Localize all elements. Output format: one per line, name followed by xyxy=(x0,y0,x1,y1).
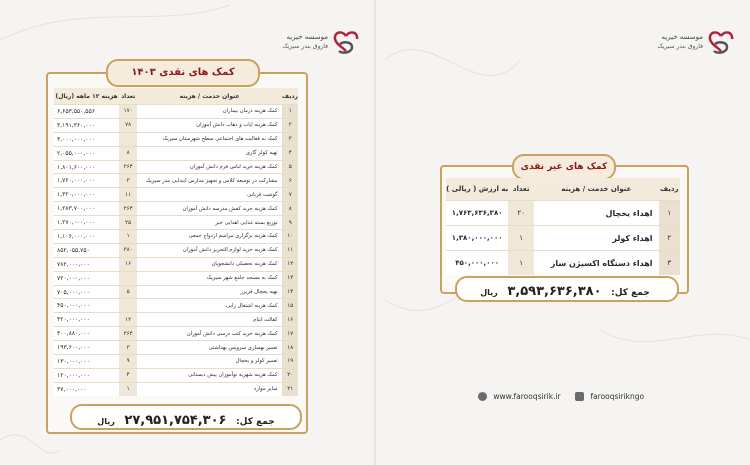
row-number: ۱۵ xyxy=(282,299,298,313)
row-count: ۳ xyxy=(119,341,137,355)
row-description: کمک هزینه خرید کفش مدرسه دانش آموزان xyxy=(137,202,282,216)
in-kind-total xyxy=(460,280,670,299)
row-number: ۳ xyxy=(282,132,298,146)
row-number: ۱۹ xyxy=(282,355,298,369)
row-number: ۱۲ xyxy=(282,257,298,271)
table-row xyxy=(54,105,298,119)
row-count: ۹ xyxy=(119,355,137,369)
row-amount: ۱,۷۶۰,۰۰۰,۰۰۰ xyxy=(54,174,119,188)
table-row xyxy=(54,146,298,160)
row-count: ۵ xyxy=(119,285,137,299)
header-description: عنوان خدمت / هزینه xyxy=(534,178,659,201)
table-row xyxy=(446,251,680,276)
row-count xyxy=(119,132,137,146)
logo-name-line2: فاروق بندر سیریک xyxy=(657,43,703,50)
cash-total xyxy=(80,409,292,428)
instagram-icon xyxy=(575,392,584,401)
row-description: کفالت ایتام xyxy=(137,313,282,327)
row-number: ۲۱ xyxy=(282,382,298,395)
row-amount: ۱,۲۸۳,۷۰۰,۰۰۰ xyxy=(54,202,119,216)
row-count: ۱۶ xyxy=(119,257,137,271)
table-row xyxy=(54,271,298,285)
row-description: کمک هزینه خرید لباس فرم دانش آموزان xyxy=(137,160,282,174)
row-count: ۱۱ xyxy=(119,188,137,202)
row-count: ۱ xyxy=(119,382,137,395)
row-count xyxy=(119,271,137,285)
header-row-number: ردیف xyxy=(282,88,298,105)
cash-aid-title: کمک های نقدی ۱۴۰۳ xyxy=(106,59,260,87)
row-description: تعمیر بهسازی سرویس بهداشتی xyxy=(137,341,282,355)
row-description: کمک هزینه تحصیلی دانشجویان xyxy=(137,257,282,271)
website-link[interactable]: www.farooqsirik.ir xyxy=(493,391,561,401)
total-label: جمع کل: xyxy=(236,417,275,427)
table-row xyxy=(446,226,680,251)
row-amount: ۲,۰۵۵,۰۰۰,۰۰۰ xyxy=(54,146,119,160)
table-row xyxy=(54,368,298,382)
row-count: ۳۸۰ xyxy=(119,243,137,257)
row-description: تهیه یخچال فریزر xyxy=(137,285,282,299)
row-number: ۱۳ xyxy=(282,271,298,285)
table-row xyxy=(54,118,298,132)
row-count: ۳ xyxy=(119,174,137,188)
row-number: ۱۰ xyxy=(282,230,298,244)
table-row xyxy=(54,160,298,174)
row-description: اهداء کولر xyxy=(534,226,659,251)
instagram-handle[interactable]: farooqsirikngo xyxy=(590,391,645,401)
table-row xyxy=(54,382,298,395)
row-number: ۵ xyxy=(282,160,298,174)
row-number: ۱۴ xyxy=(282,285,298,299)
in-kind-aid-title: کمک های غیر نقدی xyxy=(512,154,616,180)
row-amount: ۱,۸۰۱,۶۰۰,۰۰۰ xyxy=(54,160,119,174)
row-amount: ۱۳۰,۰۰۰,۰۰۰ xyxy=(54,355,119,369)
table-row xyxy=(54,230,298,244)
row-amount: ۴۵۰,۰۰۰,۰۰۰ xyxy=(446,251,508,276)
row-amount: ۸۵۲,۰۵۵,۷۵۰ xyxy=(54,243,119,257)
table-row xyxy=(54,174,298,188)
row-amount: ۷۰۵,۰۰۰,۰۰۰ xyxy=(54,285,119,299)
row-count: ۱ xyxy=(508,226,534,251)
row-description: کمک هزینه ایاب و ذهاب دانش آموزان xyxy=(137,118,282,132)
row-count: ۱ xyxy=(119,230,137,244)
row-description: تعمیر کولر و یخچال xyxy=(137,355,282,369)
table-row xyxy=(54,327,298,341)
row-description: کمک هزینه خرید کتب درسی دانش آموزان xyxy=(137,327,282,341)
row-number: ۲ xyxy=(282,118,298,132)
header-description: عنوان خدمت / هزینه xyxy=(137,88,282,105)
row-number: ۲۰ xyxy=(282,368,298,382)
total-value: ۲۷,۹۵۱,۷۵۴,۳۰۶ xyxy=(124,413,227,428)
row-description: کمک هزینه برگزاری مراسم ازدواج جمعی xyxy=(137,230,282,244)
row-number: ۱۶ xyxy=(282,313,298,327)
row-description: کمک به فعالیت های اجتماعی سطح شهرستان سیریک xyxy=(137,132,282,146)
row-number: ۹ xyxy=(282,216,298,230)
table-row xyxy=(54,341,298,355)
row-count: ۲۶۴ xyxy=(119,327,137,341)
in-kind-aid-rows xyxy=(446,201,680,276)
cash-aid-rows xyxy=(54,105,298,396)
total-label: جمع کل: xyxy=(611,288,650,298)
row-amount: ۱۲۰,۰۰۰,۰۰۰ xyxy=(54,368,119,382)
row-number: ۱۸ xyxy=(282,341,298,355)
row-description: کمک هزینه شهریه نوآموزان پیش دبستانی xyxy=(137,368,282,382)
table-row xyxy=(54,243,298,257)
row-number: ۴ xyxy=(282,146,298,160)
heart-logo-icon xyxy=(332,30,360,56)
header-amount: به ارزش ( ریالی ) xyxy=(446,178,508,201)
heart-logo-icon xyxy=(707,30,735,56)
row-amount: ۱,۳۸۰,۰۰۰,۰۰۰ xyxy=(446,226,508,251)
row-number: ۷ xyxy=(282,188,298,202)
row-count xyxy=(119,299,137,313)
row-count: ۲۶۴ xyxy=(119,160,137,174)
row-amount: ۳۷,۰۰۰,۰۰۰ xyxy=(54,382,119,395)
row-amount: ۱۹۳,۶۰۰,۰۰۰ xyxy=(54,341,119,355)
row-number: ۶ xyxy=(282,174,298,188)
row-description: توزیع بسته غذایی اهدایی خیر xyxy=(137,216,282,230)
table-row xyxy=(54,313,298,327)
row-number: ۱۷ xyxy=(282,327,298,341)
logo-name-line1: موسسه خیریه xyxy=(661,33,703,41)
row-count: ۲۵ xyxy=(119,216,137,230)
table-row xyxy=(54,132,298,146)
row-count: ۱۷۰ xyxy=(119,105,137,119)
row-amount: ۱,۱۰۶,۰۰۰,۰۰۰ xyxy=(54,230,119,244)
row-number: ۲ xyxy=(659,226,680,251)
row-description: گوشت قربانی xyxy=(137,188,282,202)
table-row xyxy=(54,299,298,313)
row-description: کمک به مسجد جامع شهر سیریک xyxy=(137,271,282,285)
in-kind-aid-table xyxy=(446,178,680,275)
row-count: ۲۶۴ xyxy=(119,202,137,216)
row-count: ۷۸ xyxy=(119,118,137,132)
row-description: اهداء دستگاه اکسیژن ساز xyxy=(534,251,659,276)
row-count: ۲۰ xyxy=(508,201,534,226)
logo-name-line2: فاروق بندر سیریک xyxy=(282,43,328,50)
row-description: مشارکت در توسعه کلاس و تجهیز مدارس ابتدایی بندر سیریک xyxy=(137,174,282,188)
row-amount: ۶,۶۵۳,۵۵۰,۵۵۶ xyxy=(54,105,119,119)
logo-name-line1: موسسه خیریه xyxy=(286,33,328,41)
header-count: تعداد xyxy=(119,88,137,105)
table-row xyxy=(54,202,298,216)
charity-logo-right xyxy=(640,30,735,60)
row-amount: ۱,۲۷۰,۰۰۰,۰۰۰ xyxy=(54,216,119,230)
table-row xyxy=(54,257,298,271)
row-amount: ۴۲۰,۰۰۰,۰۰۰ xyxy=(54,313,119,327)
row-count: ۴ xyxy=(119,368,137,382)
row-description: سایر موارد xyxy=(137,382,282,395)
row-amount: ۴۵۰,۰۰۰,۰۰۰ xyxy=(54,299,119,313)
row-amount: ۳,۰۰۰,۰۰۰,۰۰۰ xyxy=(54,132,119,146)
row-count: ۱ xyxy=(508,251,534,276)
total-unit: ریال xyxy=(480,288,498,297)
row-description: کمک هزینه اشتغال زایی xyxy=(137,299,282,313)
header-count: تعداد xyxy=(508,178,534,201)
row-description: اهداء یخچال xyxy=(534,201,659,226)
row-amount: ۷۸۲,۰۰۰,۰۰۰ xyxy=(54,257,119,271)
row-amount: ۱,۷۶۳,۶۳۶,۳۸۰ xyxy=(446,201,508,226)
row-amount: ۳۰۰,۸۸۰,۰۰۰ xyxy=(54,327,119,341)
table-row xyxy=(54,355,298,369)
header-row-number: ردیف xyxy=(659,178,680,201)
table-row xyxy=(54,285,298,299)
header-amount: هزینه ۱۲ ماهه (ریال) xyxy=(54,88,119,105)
row-number: ۸ xyxy=(282,202,298,216)
row-description: تهیه کولر گازی xyxy=(137,146,282,160)
row-number: ۱ xyxy=(282,105,298,119)
charity-logo-left xyxy=(270,30,360,60)
row-description: کمک هزینه درمان بیماران xyxy=(137,105,282,119)
row-number: ۱۱ xyxy=(282,243,298,257)
row-number: ۱ xyxy=(659,201,680,226)
globe-icon xyxy=(478,392,487,401)
row-description: کمک هزینه خرید لوازم التحریر دانش آموزان xyxy=(137,243,282,257)
row-count: ۸ xyxy=(119,146,137,160)
total-unit: ریال xyxy=(97,417,115,426)
social-links xyxy=(478,391,644,401)
row-amount: ۱,۳۲۰,۰۰۰,۰۰۰ xyxy=(54,188,119,202)
table-row xyxy=(54,188,298,202)
total-value: ۳,۵۹۳,۶۳۶,۳۸۰ xyxy=(507,284,602,299)
cash-aid-table xyxy=(54,88,298,396)
row-count: ۱۲ xyxy=(119,313,137,327)
row-amount: ۷۲۰,۰۰۰,۰۰۰ xyxy=(54,271,119,285)
table-row xyxy=(54,216,298,230)
row-amount: ۳,۱۹۱,۳۶۰,۰۰۰ xyxy=(54,118,119,132)
table-row xyxy=(446,201,680,226)
row-number: ۳ xyxy=(659,251,680,276)
